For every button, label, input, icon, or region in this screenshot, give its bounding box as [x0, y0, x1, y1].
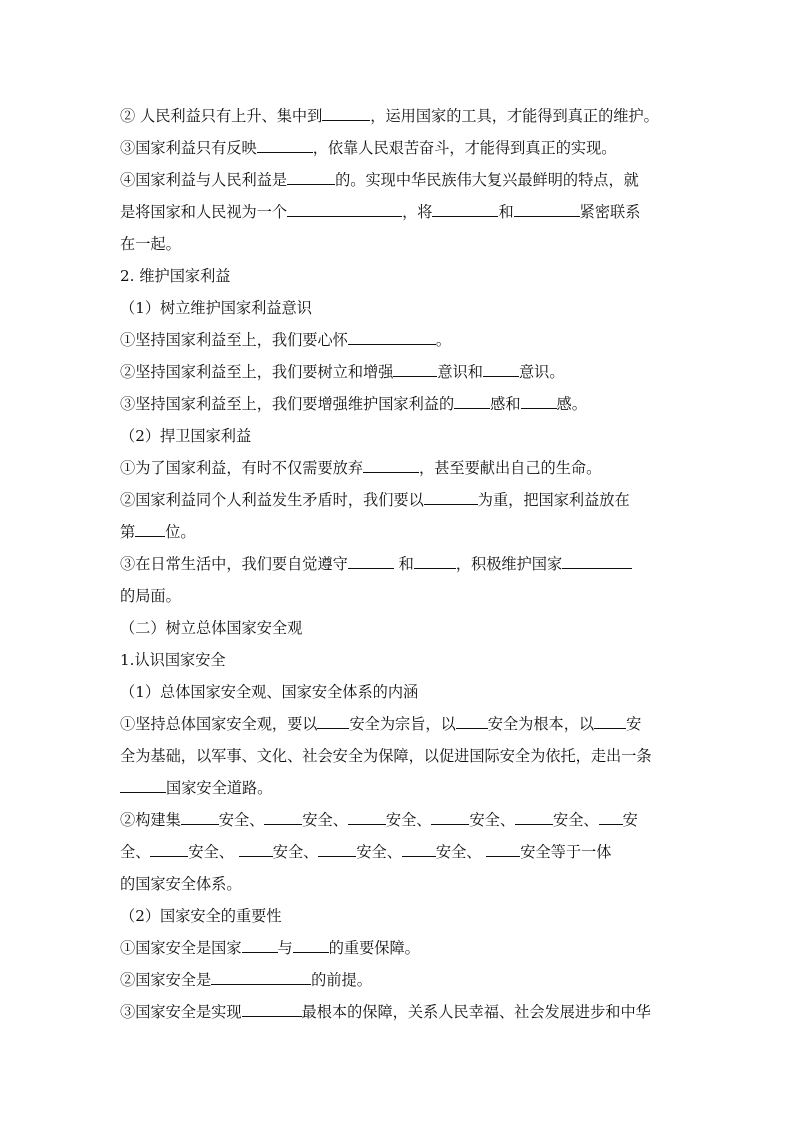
section-heading: 1.认识国家安全 — [120, 651, 226, 669]
fill-blank[interactable] — [515, 810, 553, 825]
line-8: ①坚持国家利益至上，我们要心怀 。 — [120, 331, 451, 349]
fill-blank[interactable] — [120, 778, 166, 793]
section-heading: （二）树立总体国家安全观 — [120, 619, 303, 637]
fill-blank[interactable] — [150, 842, 188, 857]
fill-blank[interactable] — [287, 202, 402, 217]
fill-blank[interactable] — [594, 714, 626, 729]
fill-blank[interactable] — [135, 522, 165, 537]
fill-blank[interactable] — [322, 106, 370, 121]
line-12: ①为了国家利益，有时不仅需要放弃 ，甚至要献出自己的生命。 — [120, 459, 602, 477]
fill-blank[interactable] — [363, 458, 419, 473]
fill-blank[interactable] — [521, 394, 557, 409]
fill-blank[interactable] — [317, 714, 349, 729]
line-27: ①国家安全是国家 与 的重要保障。 — [120, 939, 420, 957]
fill-blank[interactable] — [239, 842, 273, 857]
subsection-heading: （1）树立维护国家利益意识 — [120, 299, 312, 317]
fill-blank[interactable] — [257, 138, 313, 153]
line-28: ②国家安全是 的前提。 — [120, 971, 372, 989]
fill-blank[interactable] — [211, 970, 311, 985]
line-10: ③坚持国家利益至上，我们要增强维护国家利益的 感和 感。 — [120, 395, 587, 413]
fill-blank[interactable] — [181, 810, 219, 825]
line-23: ②构建集 安全、 安全、 安全、 安全、 安全、 安 — [120, 811, 638, 829]
fill-blank[interactable] — [242, 938, 278, 953]
fill-blank[interactable] — [402, 842, 436, 857]
fill-blank[interactable] — [348, 554, 394, 569]
line-24: 全、 安全、 安全、 安全、 安全、 安全等于一体 — [120, 843, 612, 861]
subsection-heading: （1）总体国家安全观、国家安全体系的内涵 — [120, 683, 419, 701]
line-25: 的国家安全体系。 — [120, 875, 242, 893]
subsection-heading: （2）国家安全的重要性 — [120, 907, 282, 925]
fill-blank[interactable] — [293, 938, 329, 953]
fill-blank[interactable] — [562, 554, 632, 569]
line-15: ③在日常生活中，我们要自觉遵守 和 ，积极维护国家 — [120, 554, 680, 574]
fill-blank[interactable] — [454, 394, 490, 409]
fill-blank[interactable] — [431, 810, 469, 825]
line-22: 国家安全道路。 — [120, 778, 680, 798]
line-4: 是将国家和人民视为一个 ，将 和 紧密联系 — [120, 203, 641, 221]
fill-blank[interactable] — [318, 842, 356, 857]
line-2: ③国家利益只有反映 ，依靠人民艰苦奋斗，才能得到真正的实现。 — [120, 139, 617, 157]
line-29: ③国家安全是实现 最根本的保障，关系人民幸福、社会发展进步和中华 — [120, 1003, 651, 1021]
fill-blank[interactable] — [348, 330, 436, 345]
line-20: ①坚持总体国家安全观，要以 安全为宗旨，以 安全为根本，以 安 — [120, 715, 642, 733]
line-16: 的局面。 — [120, 587, 181, 605]
fill-blank[interactable] — [348, 810, 386, 825]
subsection-heading: （2）捍卫国家利益 — [120, 427, 252, 445]
line-3: ④国家利益与人民利益是 的。实现中华民族伟大复兴最鲜明的特点，就 — [120, 171, 639, 189]
fill-blank[interactable] — [514, 202, 580, 217]
fill-blank[interactable] — [599, 810, 623, 825]
fill-blank[interactable] — [424, 490, 478, 505]
line-1: ② 人民利益只有上升、集中到 ，运用国家的工具，才能得到真正的维护。 — [120, 107, 659, 125]
fill-blank[interactable] — [264, 810, 302, 825]
fill-blank[interactable] — [414, 554, 456, 569]
fill-blank[interactable] — [242, 1002, 302, 1017]
line-5: 在一起。 — [120, 235, 181, 253]
fill-blank[interactable] — [287, 170, 335, 185]
fill-blank[interactable] — [483, 362, 519, 377]
fill-blank[interactable] — [393, 362, 437, 377]
fill-blank[interactable] — [432, 202, 498, 217]
fill-blank[interactable] — [486, 842, 520, 857]
line-9: ②坚持国家利益至上，我们要树立和增强 意识和 意识。 — [120, 363, 565, 381]
fill-blank[interactable] — [456, 714, 488, 729]
line-14: 第 位。 — [120, 523, 196, 541]
line-13: ②国家利益同个人利益发生矛盾时，我们要以 为重，把国家利益放在 — [120, 491, 630, 509]
section-heading: 2. 维护国家利益 — [120, 267, 231, 285]
line-21: 全为基础，以军事、文化、社会安全为保障，以促进国际安全为依托，走出一条 — [120, 747, 652, 765]
